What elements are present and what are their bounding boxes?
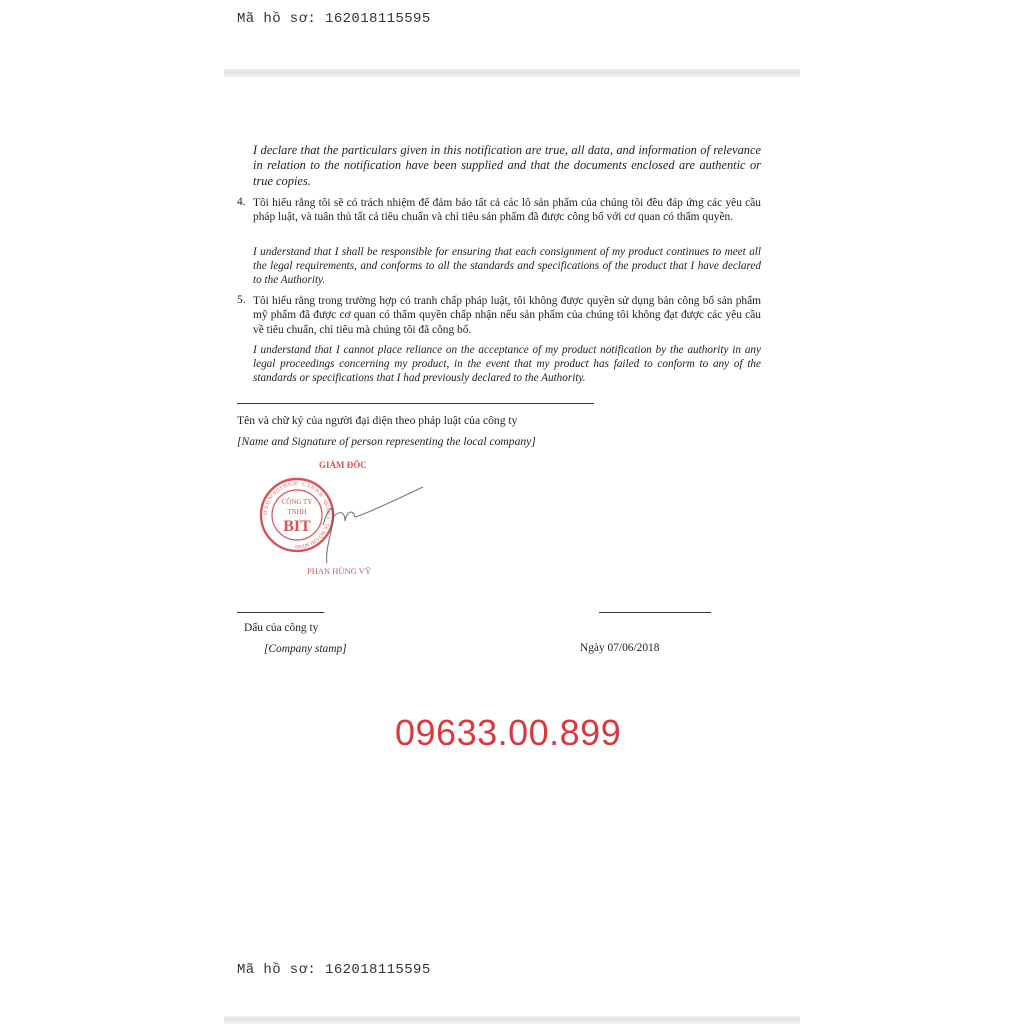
item-5-number: 5. bbox=[237, 294, 246, 306]
seal-ring-text: M.S.D.N: 0313393530 · C.T.N.H.H · QUẬN 3 · TP. HỒ CHÍ MINH bbox=[262, 480, 332, 550]
item-4-number: 4. bbox=[237, 196, 246, 208]
signature-title: GIÁM ĐỐC bbox=[319, 460, 367, 470]
item-5-text-vi: Tôi hiểu rằng trong trường hợp có tranh chấp pháp luật, tôi không được quyền sử dụng bản công bố sản phẩm mỹ phẩm đã được cơ quan có thẩm quyền chấp nhận nếu sản phẩm của chúng tôi không đạt được các yêu cầu về tiêu chuẩn, chỉ tiêu mà chúng tôi đã công bố. bbox=[253, 295, 761, 336]
company-stamp-label-en: [Company stamp] bbox=[264, 643, 347, 655]
seal-line-1: CÔNG TY bbox=[281, 498, 313, 506]
company-seal-image bbox=[255, 455, 435, 585]
item-5-text-en: I understand that I cannot place reliance on the acceptance of my product notification by the authority in any legal proceedings concerning my product, in the event that my product has failed to conform to any of the standards or specifications that I had previously declared to the Authority. bbox=[253, 344, 761, 385]
seal-stamp bbox=[261, 479, 333, 551]
record-id-header: Mã hồ sơ: 162018115595 bbox=[237, 11, 431, 27]
seal-line-2: TNHH bbox=[287, 508, 307, 516]
record-id-footer: Mã hồ sơ: 162018115595 bbox=[237, 962, 431, 978]
seal-line-3: BIT bbox=[283, 518, 311, 535]
page-divider-bottom bbox=[224, 1016, 800, 1024]
handwritten-signature bbox=[323, 487, 423, 563]
signature-caption-vi: Tên và chữ ký của người đại diện theo pháp luật của công ty bbox=[237, 414, 518, 427]
signature-caption-en: [Name and Signature of person representing the local company] bbox=[237, 435, 536, 448]
item-4-text-en: I understand that I shall be responsible for ensuring that each consignment of my product continues to meet all the legal requirements, and conforms to all the standards and specifications of the product that I have declared to the Authority. bbox=[253, 246, 761, 287]
phone-number-overlay: 09633.00.899 bbox=[395, 712, 622, 753]
signing-date: Ngày 07/06/2018 bbox=[580, 642, 660, 654]
item-4-text-vi: Tôi hiểu rằng tôi sẽ có trách nhiệm để đảm bảo tất cả các lô sản phẩm của chúng tôi đều đáp ứng các yêu cầu pháp luật, và tuân thủ tất cả tiêu chuẩn và chỉ tiêu sản phẩm đã được công bố với cơ quan có thẩm quyền. bbox=[253, 197, 761, 224]
company-seal-signature bbox=[255, 455, 435, 585]
declaration-intro-en: I declare that the particulars given in this notification are true, all data, and information of relevance in relation to the notification have been supplied and that the documents enclosed are authentic or true copies. bbox=[253, 143, 761, 188]
stamp-line bbox=[237, 612, 324, 613]
date-line bbox=[599, 612, 711, 613]
company-stamp-label-vi: Dấu của công ty bbox=[244, 622, 319, 634]
page-divider bbox=[224, 69, 800, 77]
signature-divider bbox=[237, 403, 594, 404]
signature-name: PHAN HÙNG VỸ bbox=[307, 566, 372, 576]
